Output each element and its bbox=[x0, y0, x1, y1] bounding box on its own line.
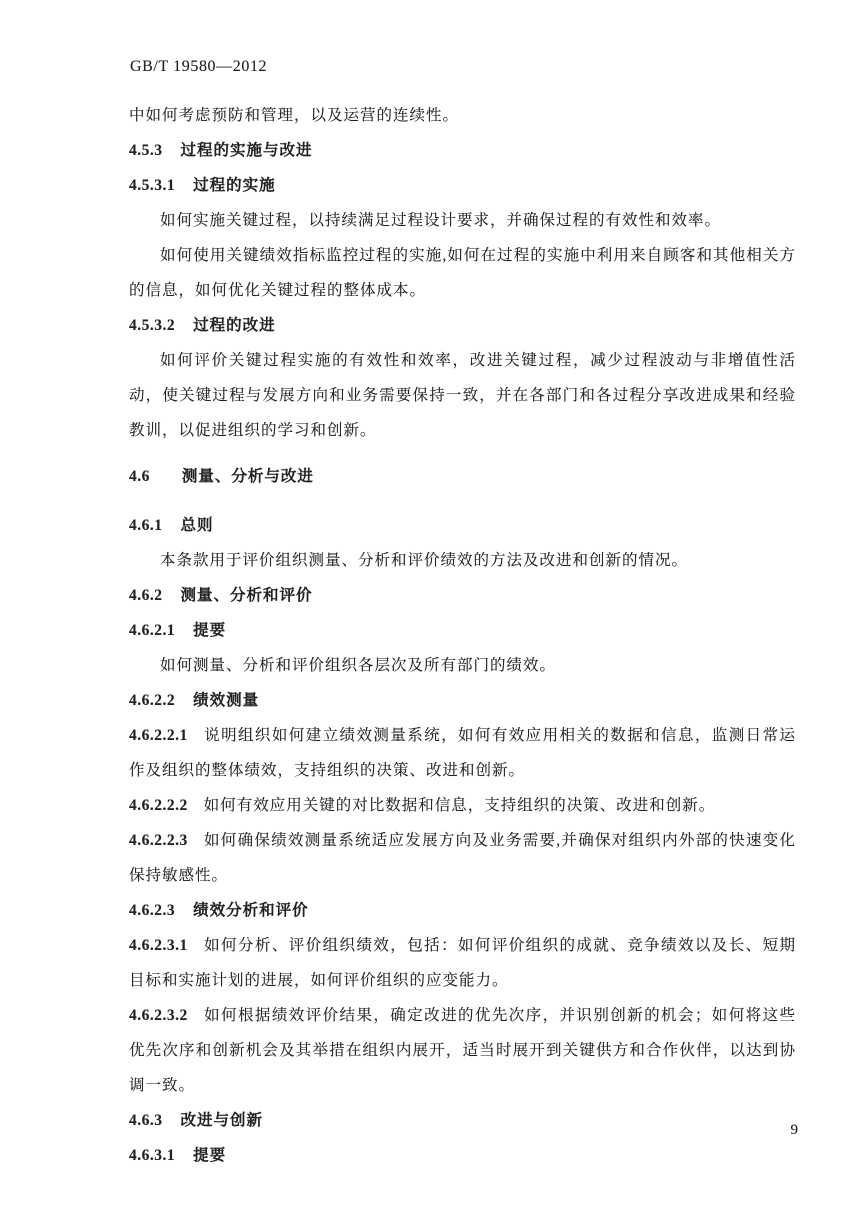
clause-text: 如何有效应用关键的对比数据和信息，支持组织的决策、改进和创新。 bbox=[203, 797, 716, 814]
section-number: 4.6.2.3 bbox=[129, 902, 176, 919]
section-number: 4.6.2.1 bbox=[129, 622, 176, 639]
section-heading-4-6-3 bbox=[129, 1103, 796, 1138]
section-title: 提要 bbox=[193, 622, 227, 639]
section-number: 4.5.3.1 bbox=[129, 177, 176, 194]
standard-number-header: GB/T 19580—2012 bbox=[130, 58, 268, 75]
section-heading-4-5-3-1 bbox=[129, 168, 796, 203]
section-heading-4-6-1 bbox=[129, 508, 796, 543]
paragraph-continuation: 中如何考虑预防和管理，以及运营的连续性。 bbox=[129, 107, 460, 124]
section-number: 4.6.3 bbox=[129, 1112, 163, 1129]
clause-number: 4.6.2.2.2 bbox=[129, 797, 188, 814]
numbered-clause bbox=[129, 718, 796, 788]
section-number: 4.6.2 bbox=[129, 587, 163, 604]
section-title: 过程的实施与改进 bbox=[180, 142, 313, 159]
clause-text: 如何根据绩效评价结果，确定改进的优先次序，并识别创新的机会；如何将这些优先次序和创新机会及其举措在组织内展开，适当时展开到关键供方和合作伙伴，以达到协调一致。 bbox=[129, 1007, 796, 1094]
section-title: 改进与创新 bbox=[180, 1112, 264, 1129]
section-title: 提要 bbox=[193, 1147, 227, 1164]
numbered-clause bbox=[129, 928, 796, 998]
paragraph: 本条款用于评价组织测量、分析和评价绩效的方法及改进和创新的情况。 bbox=[160, 552, 689, 569]
section-number: 4.5.3.2 bbox=[129, 317, 176, 334]
clause-number: 4.6.2.3.1 bbox=[129, 937, 188, 954]
section-title: 过程的改进 bbox=[193, 317, 276, 334]
paragraph: 如何使用关键绩效指标监控过程的实施,如何在过程的实施中利用来自顾客和其他相关方的信息，如何优化关键过程的整体成本。 bbox=[129, 247, 796, 299]
section-title: 绩效分析和评价 bbox=[193, 902, 309, 919]
section-number: 4.5.3 bbox=[129, 142, 163, 159]
clause-text: 说明组织如何建立绩效测量系统，如何有效应用相关的数据和信息，监测日常运作及组织的整体绩效，支持组织的决策、改进和创新。 bbox=[129, 727, 796, 779]
numbered-clause bbox=[129, 823, 796, 893]
section-heading-4-6-2-2 bbox=[129, 683, 796, 718]
clause-text: 如何确保绩效测量系统适应发展方向及业务需要,并确保对组织内外部的快速变化保持敏感性。 bbox=[129, 832, 796, 884]
paragraph: 如何实施关键过程，以持续满足过程设计要求，并确保过程的有效性和效率。 bbox=[160, 212, 722, 229]
section-number: 4.6.1 bbox=[129, 517, 163, 534]
section-heading-4-5-3-2 bbox=[129, 308, 796, 343]
section-title: 过程的实施 bbox=[193, 177, 276, 194]
clause-number: 4.6.2.2.1 bbox=[129, 727, 188, 744]
clause-text: 如何分析、评价组织绩效，包括：如何评价组织的成就、竞争绩效以及长、短期目标和实施计划的进展，如何评价组织的应变能力。 bbox=[129, 937, 796, 989]
section-heading-4-6-3-1 bbox=[129, 1138, 796, 1173]
paragraph: 如何测量、分析和评价组织各层次及所有部门的绩效。 bbox=[160, 657, 557, 674]
section-title: 总则 bbox=[180, 517, 214, 534]
section-heading-4-6-2-3 bbox=[129, 893, 796, 928]
section-heading-4-6-2 bbox=[129, 578, 796, 613]
numbered-clause bbox=[129, 788, 796, 823]
paragraph: 如何评价关键过程实施的有效性和效率，改进关键过程，减少过程波动与非增值性活动，使关键过程与发展方向和业务需要保持一致，并在各部门和各过程分享改进成果和经验教训，以促进组织的学习和创新。 bbox=[129, 352, 796, 439]
section-heading-4-6 bbox=[129, 459, 796, 494]
section-title: 测量、分析和评价 bbox=[180, 587, 313, 604]
section-heading-4-6-2-1 bbox=[129, 613, 796, 648]
section-heading-4-5-3 bbox=[129, 133, 796, 168]
section-title: 测量、分析与改进 bbox=[181, 468, 314, 485]
clause-number: 4.6.2.3.2 bbox=[129, 1007, 188, 1024]
clause-number: 4.6.2.2.3 bbox=[129, 832, 188, 849]
numbered-clause bbox=[129, 998, 796, 1103]
section-number: 4.6 bbox=[129, 468, 150, 485]
page-body bbox=[129, 98, 796, 1173]
page-number: 9 bbox=[790, 1122, 798, 1138]
section-title: 绩效测量 bbox=[193, 692, 260, 709]
section-number: 4.6.3.1 bbox=[129, 1147, 176, 1164]
section-number: 4.6.2.2 bbox=[129, 692, 176, 709]
